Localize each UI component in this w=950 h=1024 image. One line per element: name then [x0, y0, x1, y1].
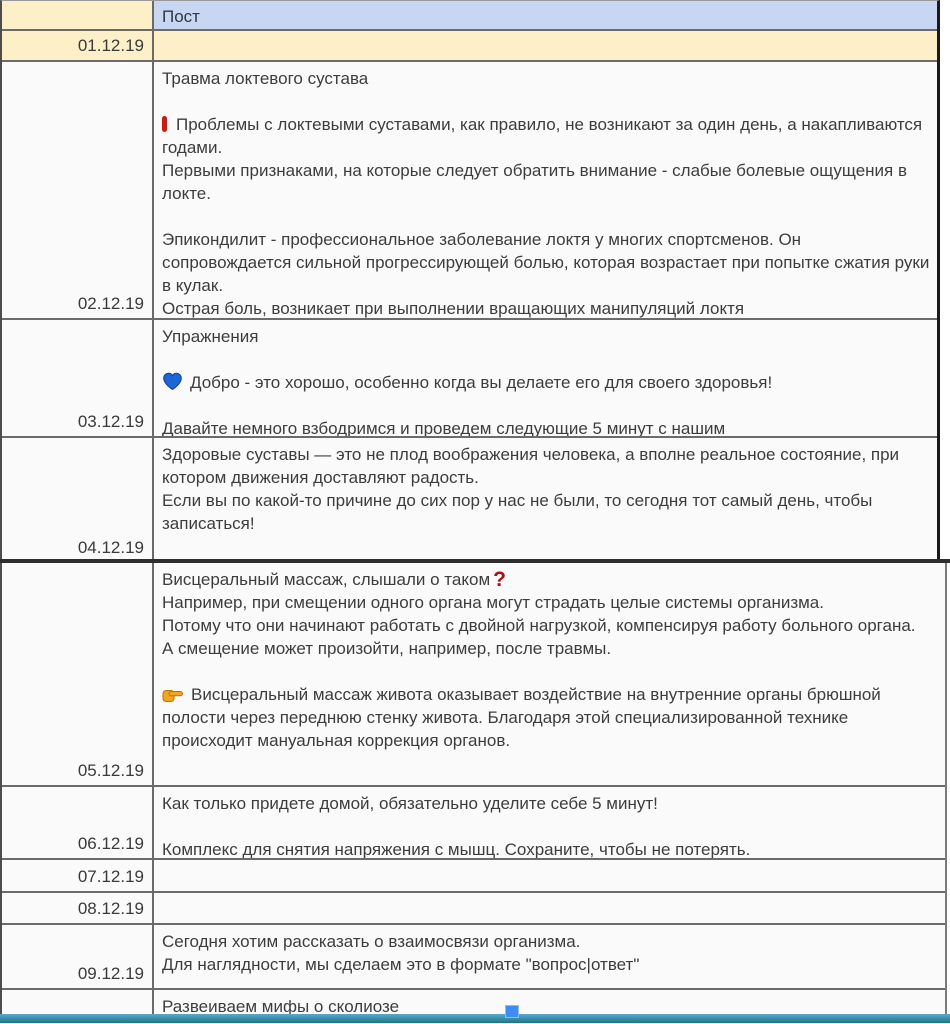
table-row: [2, 438, 937, 562]
post-cell[interactable]: [154, 563, 945, 785]
post-cell[interactable]: [154, 320, 937, 436]
post-line: Потому что они начинают работать с двойной нагрузкой, компенсируя работу больного органа.: [162, 616, 916, 635]
post-cell[interactable]: [154, 860, 945, 891]
table-row: [2, 62, 937, 320]
post-line-clipped: Развеиваем мифы о сколиозе: [162, 997, 400, 1014]
post-line: Например, при смещении одного органа могут страдать целые системы организма.: [162, 593, 824, 612]
date-cell[interactable]: 04.12.19: [2, 438, 154, 562]
post-line: Добро - это хорошо, особенно когда вы делаете его для своего здоровья!: [162, 371, 935, 394]
table-row: [2, 893, 945, 925]
post-line: Упражнения: [162, 327, 259, 346]
red-exclamation-icon: [162, 116, 167, 132]
post-line: Сегодня хотим рассказать о взаимосвязи организма.: [162, 932, 581, 951]
post-line: Комплекс для снятия напряжения с мышц. Сохраните, чтобы не потерять.: [162, 840, 751, 858]
red-question-icon: ?: [493, 568, 506, 591]
blank-line: [162, 394, 935, 417]
post-cell[interactable]: [154, 62, 937, 318]
pointing-right-icon: [162, 686, 184, 703]
post-cell[interactable]: [154, 438, 937, 562]
date-cell[interactable]: 07.12.19: [2, 860, 154, 891]
post-line: Проблемы с локтевыми суставами, как правило, не возникают за один день, а накапливаются годами.: [162, 115, 923, 157]
date-cell[interactable]: 01.12.19: [2, 31, 154, 60]
post-cell[interactable]: [154, 893, 945, 923]
table-row: [2, 990, 945, 1014]
date-column-header-cell[interactable]: [2, 1, 154, 29]
date-cell[interactable]: 06.12.19: [2, 787, 154, 858]
table-row: [2, 925, 945, 990]
post-line: Для наглядности, мы сделаем это в формате "вопрос|ответ": [162, 955, 640, 974]
post-line: Эпикондилит - профессиональное заболевание локтя у многих спортсменов. Он сопровождается сильной прогрессирующей болью, которая возрастает при попытке сжатия руки в кулак.: [162, 230, 930, 295]
post-line-clipped: Давайте немного взбодримся и проведем следующие 5 минут с нашим: [162, 419, 726, 436]
table-row: [2, 860, 945, 893]
post-cell[interactable]: [154, 990, 945, 1014]
date-cell[interactable]: [2, 990, 154, 1014]
blank-line: [162, 660, 943, 683]
blank-line: [162, 348, 935, 371]
post-line: Первыми признаками, на которые следует обратить внимание - слабые болевые ощущения в локте.: [162, 161, 908, 203]
post-column-label: Пост: [162, 7, 200, 26]
selection-bottom-border: [0, 1014, 950, 1023]
table-row: [2, 320, 937, 438]
post-line: Висцеральный массаж, слышали о таком ?: [162, 568, 506, 591]
fill-handle[interactable]: [505, 1005, 519, 1018]
post-line: Если вы по какой-то причине до сих пор у нас не были, то сегодня тот самый день, чтобы записаться!: [162, 491, 873, 533]
table-pane-bottom: [0, 563, 947, 1014]
post-line: Как только придете домой, обязательно уделите себе 5 минут!: [162, 794, 658, 813]
table-row: [2, 31, 937, 62]
post-column-header-cell[interactable]: [154, 1, 937, 29]
post-line: Здоровые суставы — это не плод воображения человека, а вполне реальное состояние, при котором движения доставляют радость.: [162, 445, 900, 487]
post-cell[interactable]: [154, 31, 937, 60]
date-cell[interactable]: 08.12.19: [2, 893, 154, 923]
post-line: Травма локтевого сустава: [162, 69, 369, 88]
table-row: [2, 787, 945, 860]
header-row: [2, 1, 937, 31]
post-cell[interactable]: [154, 925, 945, 988]
date-cell[interactable]: 03.12.19: [2, 320, 154, 436]
post-line: А смещение может произойти, например, после травмы.: [162, 639, 612, 658]
table-row: [2, 563, 945, 787]
post-line: Висцеральный массаж живота оказывает воздействие на внутренние органы брюшной полости через переднюю стенку живота. Благодаря этой специализированной технике происходит мануальная коррекция органов.: [162, 685, 881, 750]
blank-line: [162, 205, 935, 228]
post-cell[interactable]: [154, 787, 945, 858]
post-line-clipped: Острая боль, возникает при выполнении вращающих манипуляций локтя: [162, 299, 745, 318]
blank-line: [162, 90, 935, 113]
date-cell[interactable]: 05.12.19: [2, 563, 154, 785]
blank-line: [162, 815, 943, 838]
date-cell[interactable]: 02.12.19: [2, 62, 154, 318]
date-cell[interactable]: 09.12.19: [2, 925, 154, 988]
blue-heart-icon: [162, 372, 183, 391]
